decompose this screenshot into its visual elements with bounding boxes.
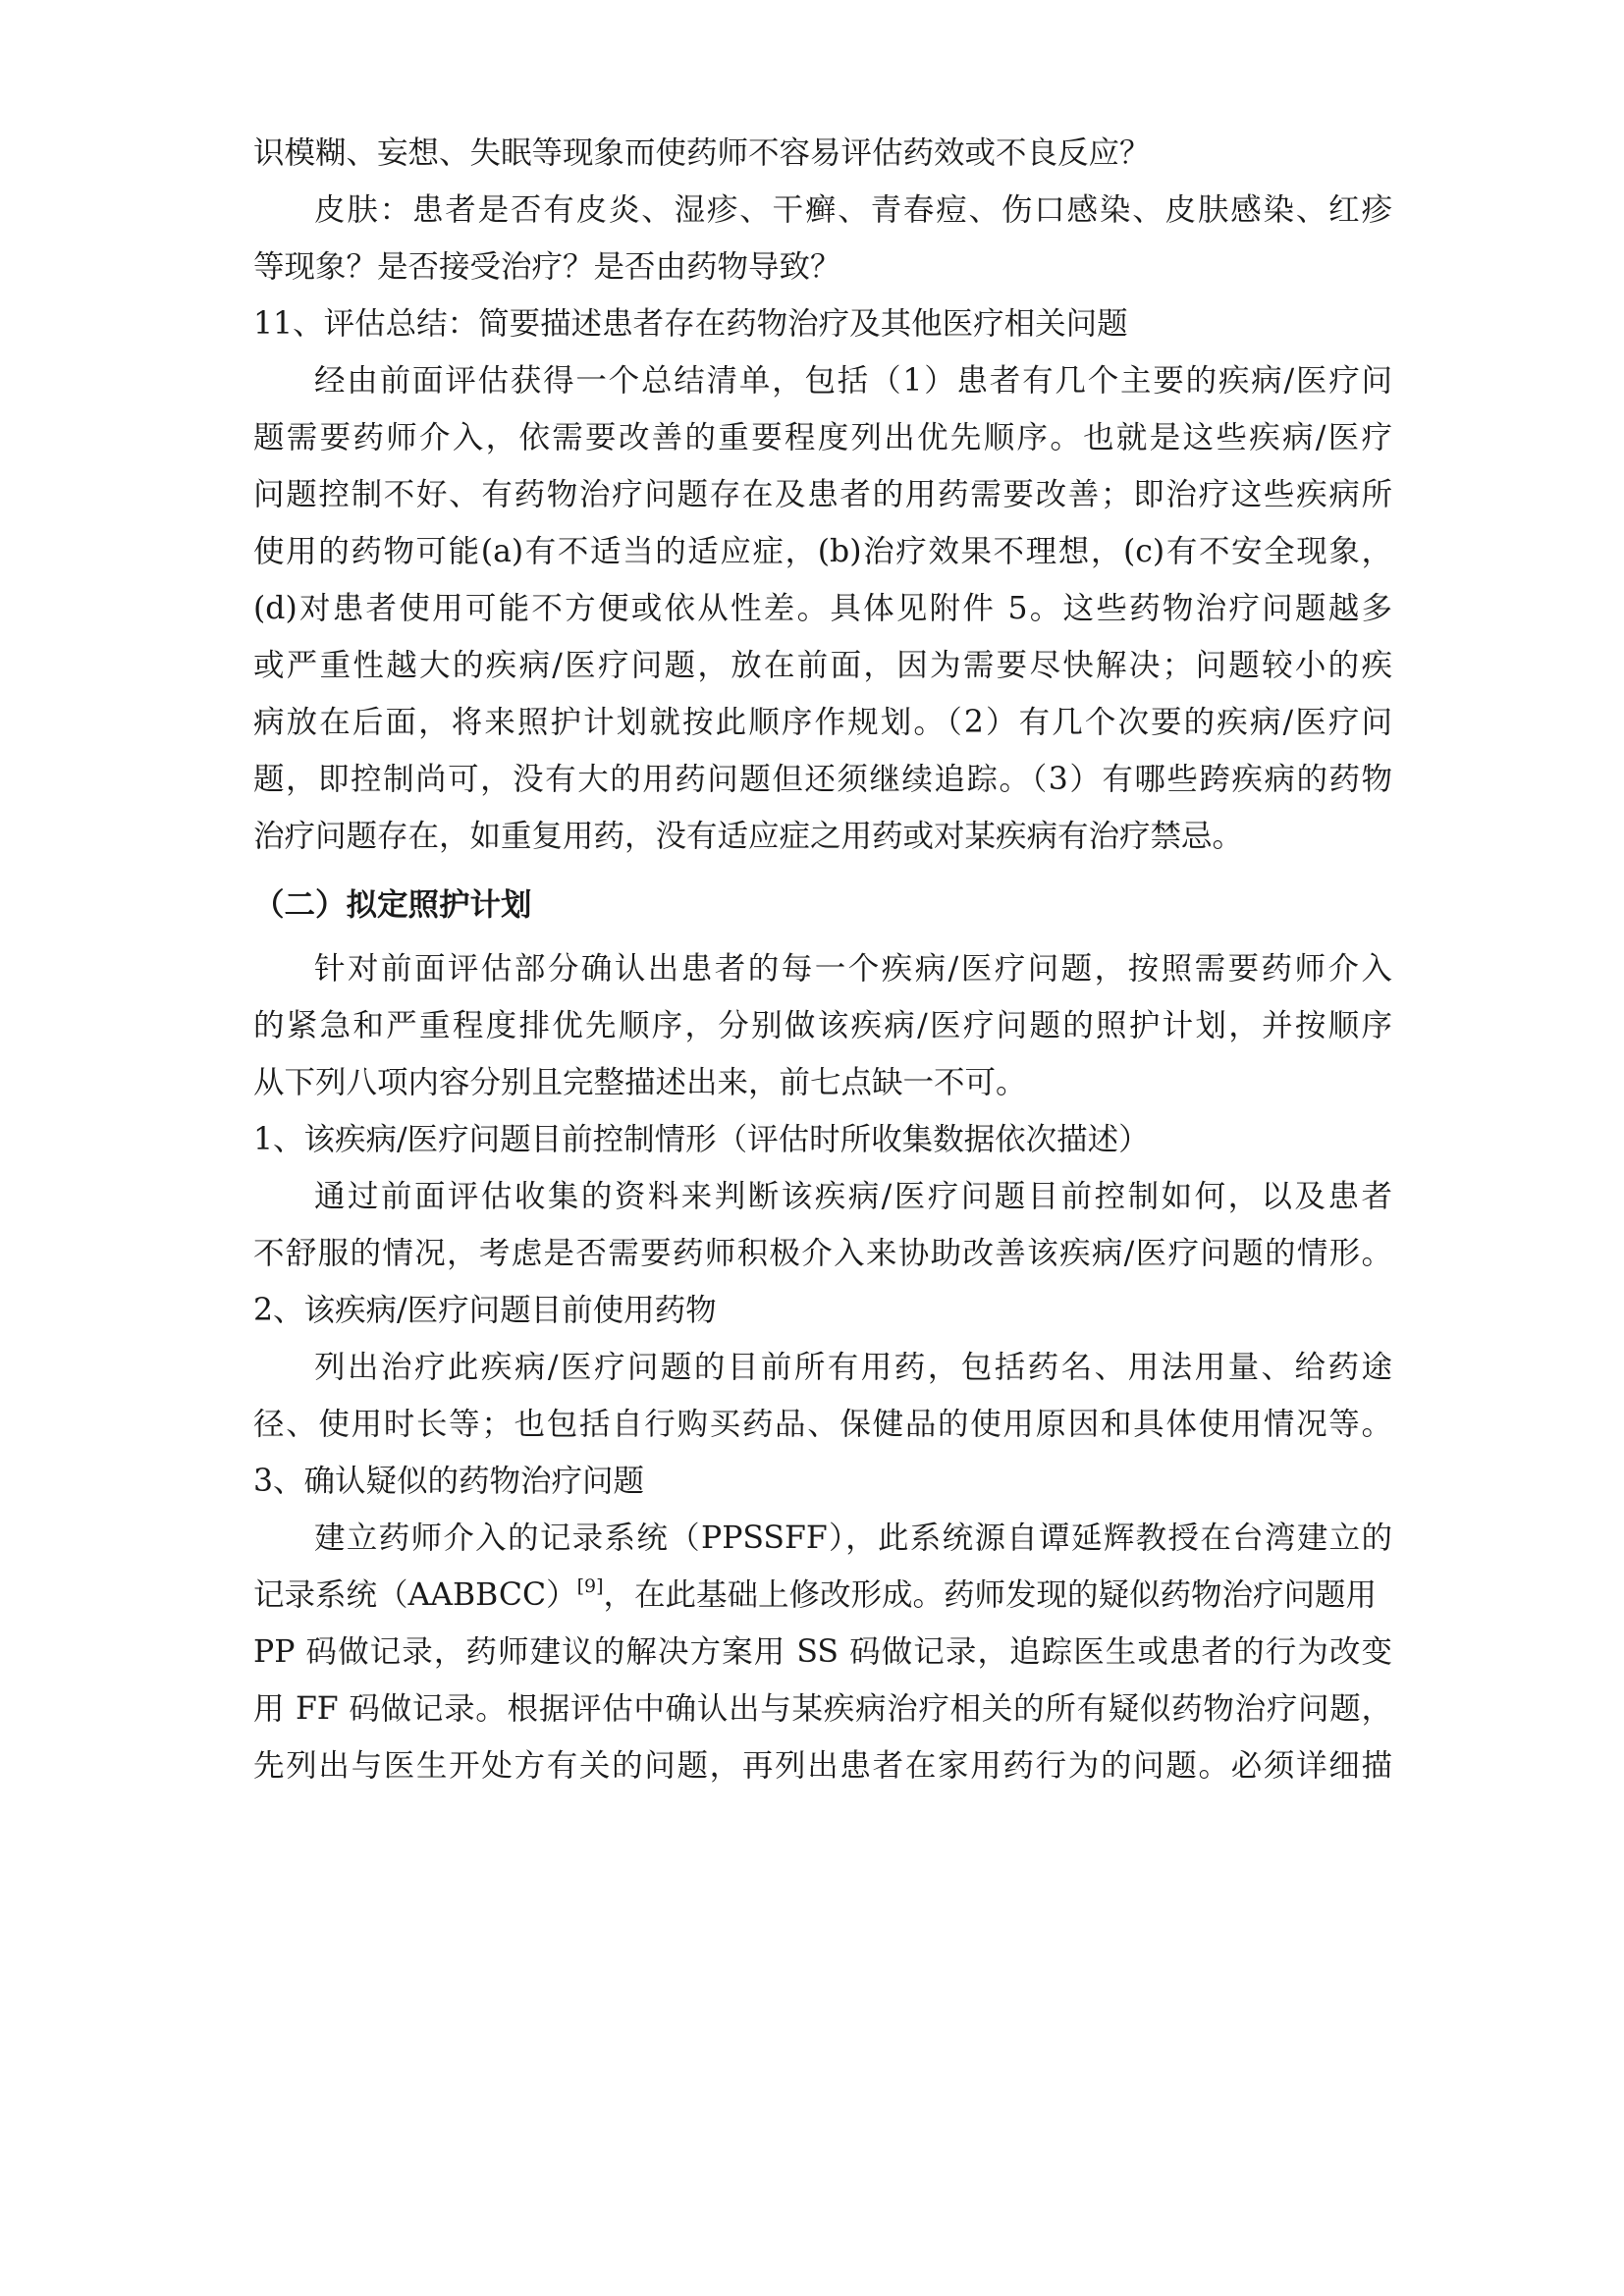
section-subheading: 11、评估总结：简要描述患者存在药物治疗及其他医疗相关问题 <box>253 306 1128 342</box>
paragraph-line: 先列出与医生开处方有关的问题，再列出患者在家用药行为的问题。必须详细描 <box>253 1748 1392 1784</box>
paragraph-line: 针对前面评估部分确认出患者的每一个疾病/医疗问题，按照需要药师介入 <box>314 951 1392 987</box>
paragraph-line: 不舒服的情况，考虑是否需要药师积极介入来协助改善该疾病/医疗问题的情形。 <box>253 1236 1392 1271</box>
paragraph-line: 病放在后面，将来照护计划就按此顺序作规划。（2）有几个次要的疾病/医疗问 <box>253 705 1392 740</box>
paragraph-line: 题，即控制尚可，没有大的用药问题但还须继续追踪。（3）有哪些跨疾病的药物 <box>253 762 1392 797</box>
paragraph-line: 用 FF 码做记录。根据评估中确认出与某疾病治疗相关的所有疑似药物治疗问题， <box>253 1691 1392 1727</box>
paragraph-line: 的紧急和严重程度排优先顺序，分别做该疾病/医疗问题的照护计划，并按顺序 <box>253 1008 1392 1043</box>
section-subheading: 2、该疾病/医疗问题目前使用药物 <box>253 1293 717 1328</box>
paragraph-line: 径、使用时长等；也包括自行购买药品、保健品的使用原因和具体使用情况等。 <box>253 1407 1392 1442</box>
paragraph-line: 建立药师介入的记录系统（PPSSFF），此系统源自谭延辉教授在台湾建立的 <box>314 1521 1392 1556</box>
paragraph-line: (d)对患者使用可能不方便或依从性差。具体见附件 5。这些药物治疗问题越多 <box>253 591 1392 626</box>
paragraph-line: 从下列八项内容分别且完整描述出来，前七点缺一不可。 <box>253 1065 1027 1100</box>
paragraph-line: 治疗问题存在，如重复用药，没有适应症之用药或对某疾病有治疗禁忌。 <box>253 819 1244 854</box>
paragraph-text: 记录系统（AABBCC） <box>253 1577 577 1613</box>
paragraph-line: 经由前面评估获得一个总结清单，包括（1）患者有几个主要的疾病/医疗问 <box>314 363 1392 399</box>
paragraph-line: 题需要药师介入，依需要改善的重要程度列出优先顺序。也就是这些疾病/医疗 <box>253 420 1392 455</box>
paragraph-line: 列出治疗此疾病/医疗问题的目前所有用药，包括药名、用法用量、给药途 <box>314 1350 1392 1385</box>
section-heading: （二）拟定照护计划 <box>253 887 532 923</box>
paragraph-text: ，在此基础上修改形成。药师发现的疑似药物治疗问题用 <box>603 1577 1378 1613</box>
section-subheading: 3、确认疑似的药物治疗问题 <box>253 1464 645 1499</box>
section-subheading: 1、该疾病/医疗问题目前控制情形（评估时所收集数据依次描述） <box>253 1122 1150 1157</box>
paragraph-line: 通过前面评估收集的资料来判断该疾病/医疗问题目前控制如何，以及患者 <box>314 1179 1392 1214</box>
paragraph-line: 皮肤：患者是否有皮炎、湿疹、干癣、青春痘、伤口感染、皮肤感染、红疹 <box>314 192 1392 228</box>
paragraph-line: 使用的药物可能(a)有不适当的适应症，(b)治疗效果不理想，(c)有不安全现象， <box>253 534 1392 569</box>
paragraph-line: 等现象？是否接受治疗？是否由药物导致？ <box>253 249 841 285</box>
paragraph-line: 识模糊、妄想、失眠等现象而使药师不容易评估药效或不良反应？ <box>253 135 1151 171</box>
paragraph-line: PP 码做记录，药师建议的解决方案用 SS 码做记录，追踪医生或患者的行为改变 <box>253 1634 1392 1670</box>
paragraph-line: 问题控制不好、有药物治疗问题存在及患者的用药需要改善；即治疗这些疾病所 <box>253 477 1392 512</box>
paragraph-line <box>253 1571 1392 1620</box>
paragraph-line: 或严重性越大的疾病/医疗问题，放在前面，因为需要尽快解决；问题较小的疾 <box>253 648 1392 683</box>
citation-superscript: [9] <box>576 1575 604 1597</box>
